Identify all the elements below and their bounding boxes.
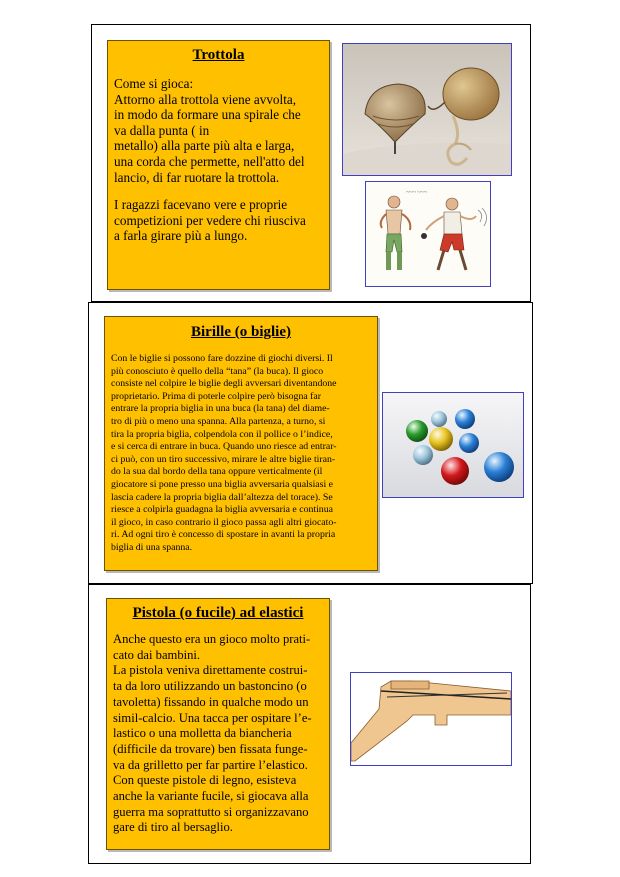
trottola-paragraph-2: I ragazzi facevano vere e proprie competizioni per vedere chi riusciva a farla girare più a lungo. — [114, 197, 306, 244]
trottola-title: Trottola — [192, 47, 245, 63]
marbles-photo — [382, 392, 524, 498]
spinning-tops-photo — [342, 43, 512, 176]
wooden-gun-drawing — [350, 672, 512, 766]
pistola-text-box — [106, 598, 330, 850]
birille-paragraph: Con le biglie si possono fare dozzine di giochi diversi. Il più conosciuto è quello della “tana” (la buca). Il gioco consiste nel colpire le biglie degli avversari diventandone proprietario. Prima di poterle colpire però bisogna far entrare la propria biglia in una buca (la tana) del diame- tro di più o meno una spanna. Alla partenza, a turno, si tira la propria biglia, colpendola con il pollice o l’indice, e si cerca di entrare in buca. Quando uno riesce ad entrar- ci può, con un tiro successivo, mirare le altre biglie tiran- do la sua dal bordo della tana oppure verticalmente (il giocatore si pone presso una biglia avversaria qualsiasi e lascia cadere la propria biglia dall’altezza del torace). Se riesce a colpirla guadagna la biglia avversaria e continua il gioco, in caso contrario il gioco passa agli altri giocato- ri. Ad ogni tiro è concesso di spostare in avanti la propria biglia di una spanna. — [111, 353, 337, 553]
trottola-text-box — [107, 40, 330, 290]
children-playing-drawing — [366, 182, 491, 287]
birille-title: Birille (o biglie) — [191, 324, 291, 340]
wooden-gun-illustration — [351, 673, 512, 766]
trottola-paragraph-1: Come si gioca: Attorno alla trottola viene avvolta, in modo da formare una spirale che va dalla punta ( in metallo) alla parte più alta e larga, una corda che permette, nell'atto del lancio, di far ruotare la trottola. — [114, 76, 305, 185]
birille-text-box — [104, 316, 378, 571]
children-playing-illustration — [365, 181, 491, 287]
pistola-paragraph: Anche questo era un gioco molto prati- cato dai bambini. La pistola veniva direttamente costrui- ta da loro utilizzando un bastoncino (o tavoletta) fissando in qualche modo un simil-calcio. Una tacca per ospitare l’e- lastico o una molletta da biancheria (difficile da trovare) ben fissata funge- va da grilletto per far partire l’elastico. Con queste pistole di legno, esisteva anche la variante fucile, si giocava alla guerra ma soprattutto si organizzavano gare di tiro al bersaglio. — [113, 632, 312, 835]
spinning-tops-illustration — [343, 44, 512, 176]
pistola-title: Pistola (o fucile) ad elastici — [132, 605, 304, 621]
marbles-illustration — [383, 393, 524, 498]
svg-text:~~~ ~~~: ~~~ ~~~ — [406, 190, 427, 196]
